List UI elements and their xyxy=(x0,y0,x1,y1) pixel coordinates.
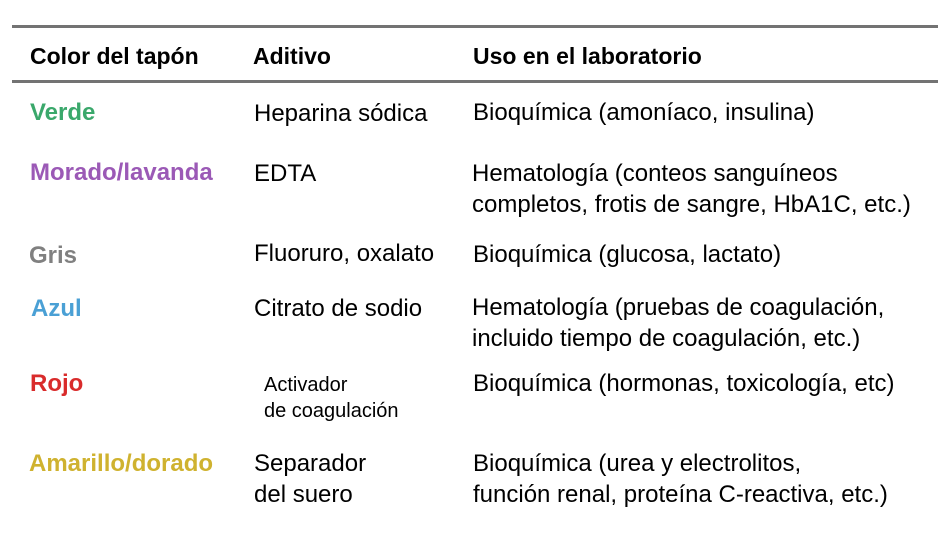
row-use: Bioquímica (glucosa, lactato) xyxy=(473,241,782,268)
row-color-verde: Verde xyxy=(30,99,96,126)
row-color-rojo: Rojo xyxy=(30,370,84,397)
row-additive: Heparina sódica xyxy=(254,100,428,127)
row-additive: Fluoruro, oxalato xyxy=(254,240,435,267)
row-use: Bioquímica (urea y electrolitos, función renal, proteína C-reactiva, etc.) xyxy=(473,450,888,508)
row-color-gris: Gris xyxy=(29,242,78,269)
row-additive: Separador del suero xyxy=(254,450,367,508)
row-additive: EDTA xyxy=(254,160,317,187)
header-use: Uso en el laboratorio xyxy=(473,43,702,69)
row-color-azul: Azul xyxy=(31,295,82,322)
row-color-amarillo: Amarillo/dorado xyxy=(29,450,214,477)
row-use: Bioquímica (amoníaco, insulina) xyxy=(473,99,815,126)
row-additive: Citrato de sodio xyxy=(254,295,423,322)
header-color: Color del tapón xyxy=(30,43,199,69)
row-use: Hematología (pruebas de coagulación, incluido tiempo de coagulación, etc.) xyxy=(472,294,885,352)
header-additive: Aditivo xyxy=(253,43,331,69)
table-top-rule xyxy=(12,25,938,28)
header-bottom-rule xyxy=(12,80,938,83)
row-additive: Activador de coagulación xyxy=(264,374,399,422)
row-use: Bioquímica (hormonas, toxicología, etc) xyxy=(473,370,895,397)
row-color-morado: Morado/lavanda xyxy=(30,159,213,186)
row-use: Hematología (conteos sanguíneos completos, frotis de sangre, HbA1C, etc.) xyxy=(472,160,911,218)
